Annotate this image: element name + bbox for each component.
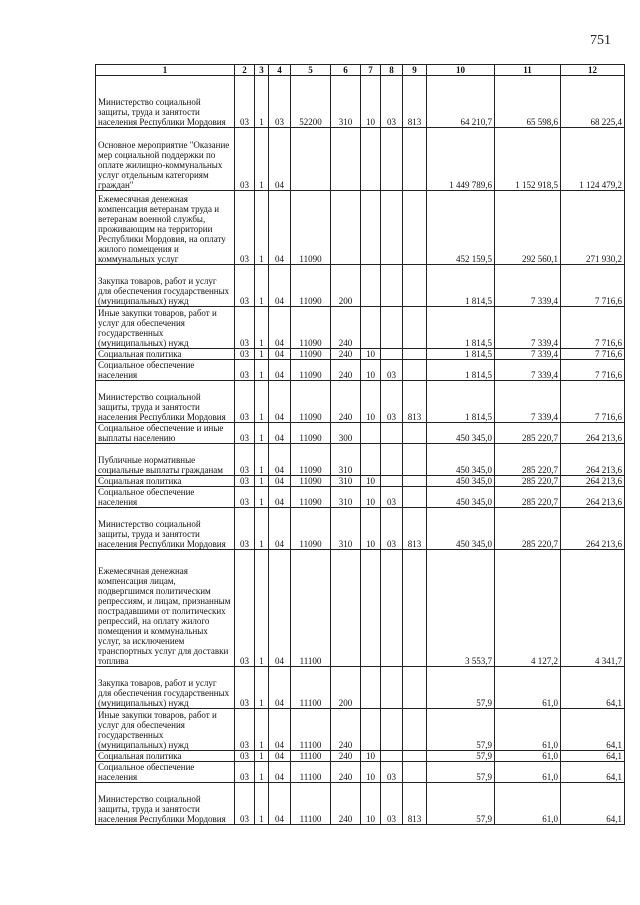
table-row <box>96 128 625 191</box>
code-cell-6: 240 <box>331 709 361 751</box>
col-header-8: 8 <box>381 65 403 76</box>
code-cell-5: 11090 <box>291 423 331 444</box>
table-row <box>96 444 625 476</box>
code-cell-4: 04 <box>269 423 291 444</box>
amount-cell-11: 61,0 <box>495 751 561 762</box>
code-cell-3: 1 <box>255 76 269 128</box>
amount-cell-11: 292 560,1 <box>495 191 561 265</box>
code-cell-2: 03 <box>235 783 255 825</box>
amount-cell-11: 61,0 <box>495 709 561 751</box>
amount-cell-11: 7 339,4 <box>495 307 561 349</box>
code-cell-3: 1 <box>255 265 269 307</box>
code-cell-7 <box>361 128 381 191</box>
code-cell-5: 11100 <box>291 762 331 783</box>
amount-cell-12: 264 213,6 <box>561 444 625 476</box>
amount-cell-10: 1 814,5 <box>427 381 495 423</box>
table-row <box>96 381 625 423</box>
amount-cell-11: 285 220,7 <box>495 444 561 476</box>
code-cell-3: 1 <box>255 550 269 667</box>
amount-cell-10: 1 814,5 <box>427 360 495 381</box>
code-cell-3: 1 <box>255 762 269 783</box>
row-name-cell: Социальное обеспечение населения <box>96 360 235 381</box>
code-cell-5: 11090 <box>291 487 331 508</box>
amount-cell-11: 285 220,7 <box>495 476 561 487</box>
code-cell-4: 04 <box>269 307 291 349</box>
amount-cell-12: 4 341,7 <box>561 550 625 667</box>
code-cell-5: 11090 <box>291 444 331 476</box>
code-cell-3: 1 <box>255 423 269 444</box>
amount-cell-10: 1 814,5 <box>427 349 495 360</box>
amount-cell-11: 1 152 918,5 <box>495 128 561 191</box>
col-header-5: 5 <box>291 65 331 76</box>
code-cell-3: 1 <box>255 444 269 476</box>
code-cell-9 <box>403 476 427 487</box>
table-row <box>96 349 625 360</box>
amount-cell-12: 7 716,6 <box>561 381 625 423</box>
row-name-cell: Социальная политика <box>96 751 235 762</box>
col-header-3: 3 <box>255 65 269 76</box>
row-name-cell: Социальная политика <box>96 349 235 360</box>
code-cell-3: 1 <box>255 307 269 349</box>
amount-cell-10: 57,9 <box>427 762 495 783</box>
amount-cell-10: 450 345,0 <box>427 476 495 487</box>
code-cell-6: 240 <box>331 751 361 762</box>
code-cell-3: 1 <box>255 783 269 825</box>
col-header-4: 4 <box>269 65 291 76</box>
col-header-11: 11 <box>495 65 561 76</box>
code-cell-7 <box>361 307 381 349</box>
row-name-cell: Социальная политика <box>96 476 235 487</box>
col-header-2: 2 <box>235 65 255 76</box>
code-cell-6: 310 <box>331 76 361 128</box>
code-cell-3: 1 <box>255 751 269 762</box>
amount-cell-10: 3 553,7 <box>427 550 495 667</box>
col-header-10: 10 <box>427 65 495 76</box>
code-cell-6: 200 <box>331 265 361 307</box>
header-row <box>96 65 625 76</box>
code-cell-9: 813 <box>403 76 427 128</box>
amount-cell-12: 264 213,6 <box>561 487 625 508</box>
code-cell-5: 11090 <box>291 508 331 550</box>
amount-cell-12: 264 213,6 <box>561 476 625 487</box>
code-cell-4: 04 <box>269 191 291 265</box>
amount-cell-10: 1 449 789,6 <box>427 128 495 191</box>
code-cell-7 <box>361 265 381 307</box>
code-cell-2: 03 <box>235 265 255 307</box>
code-cell-4: 04 <box>269 751 291 762</box>
amount-cell-10: 450 345,0 <box>427 508 495 550</box>
code-cell-5: 11090 <box>291 476 331 487</box>
code-cell-6: 310 <box>331 487 361 508</box>
code-cell-5: 11090 <box>291 360 331 381</box>
code-cell-9 <box>403 128 427 191</box>
code-cell-5: 11090 <box>291 265 331 307</box>
amount-cell-12: 264 213,6 <box>561 508 625 550</box>
amount-cell-10: 450 345,0 <box>427 423 495 444</box>
code-cell-6: 300 <box>331 423 361 444</box>
col-header-1: 1 <box>96 65 235 76</box>
amount-cell-12: 271 930,2 <box>561 191 625 265</box>
code-cell-8 <box>381 423 403 444</box>
code-cell-3: 1 <box>255 667 269 709</box>
table-body <box>96 76 625 825</box>
code-cell-8: 03 <box>381 508 403 550</box>
code-cell-7: 10 <box>361 751 381 762</box>
code-cell-2: 03 <box>235 709 255 751</box>
row-name-cell: Основное мероприятие "Оказание мер социальной поддержки по оплате жилищно-коммунальных услуг отдельным категориям граждан" <box>96 128 235 191</box>
row-name-cell: Закупка товаров, работ и услуг для обеспечения государственных (муниципальных) нужд <box>96 265 235 307</box>
code-cell-9 <box>403 709 427 751</box>
code-cell-2: 03 <box>235 307 255 349</box>
code-cell-9 <box>403 550 427 667</box>
code-cell-2: 03 <box>235 76 255 128</box>
code-cell-9 <box>403 349 427 360</box>
code-cell-6: 240 <box>331 349 361 360</box>
row-name-cell: Ежемесячная денежная компенсация лицам, подвергшимся политическим репрессиям, и лицам, признанным пострадавшими от политических репрессий, на оплату жилого помещения и коммунальных услуг, за исключением транспортных услуг для доставки топлива <box>96 550 235 667</box>
code-cell-2: 03 <box>235 751 255 762</box>
amount-cell-12: 64,1 <box>561 783 625 825</box>
code-cell-7: 10 <box>361 360 381 381</box>
code-cell-8: 03 <box>381 487 403 508</box>
amount-cell-11: 285 220,7 <box>495 508 561 550</box>
code-cell-7 <box>361 709 381 751</box>
code-cell-5: 11100 <box>291 783 331 825</box>
code-cell-7: 10 <box>361 762 381 783</box>
code-cell-7: 10 <box>361 508 381 550</box>
code-cell-2: 03 <box>235 667 255 709</box>
amount-cell-11: 61,0 <box>495 667 561 709</box>
code-cell-2: 03 <box>235 360 255 381</box>
code-cell-3: 1 <box>255 476 269 487</box>
code-cell-2: 03 <box>235 381 255 423</box>
table-row <box>96 360 625 381</box>
code-cell-9: 813 <box>403 381 427 423</box>
amount-cell-10: 452 159,5 <box>427 191 495 265</box>
code-cell-8 <box>381 667 403 709</box>
amount-cell-10: 450 345,0 <box>427 444 495 476</box>
code-cell-9: 813 <box>403 508 427 550</box>
amount-cell-11: 285 220,7 <box>495 423 561 444</box>
code-cell-4: 03 <box>269 76 291 128</box>
row-name-cell: Социальное обеспечение населения <box>96 762 235 783</box>
row-name-cell: Закупка товаров, работ и услуг для обеспечения государственных (муниципальных) нужд <box>96 667 235 709</box>
code-cell-9 <box>403 762 427 783</box>
code-cell-6: 240 <box>331 307 361 349</box>
code-cell-5: 11090 <box>291 191 331 265</box>
code-cell-2: 03 <box>235 423 255 444</box>
code-cell-4: 04 <box>269 349 291 360</box>
table-row <box>96 550 625 667</box>
code-cell-5 <box>291 128 331 191</box>
code-cell-5: 11090 <box>291 307 331 349</box>
row-name-cell: Социальное обеспечение населения <box>96 487 235 508</box>
amount-cell-12: 7 716,6 <box>561 265 625 307</box>
code-cell-8 <box>381 191 403 265</box>
col-header-12: 12 <box>561 65 625 76</box>
row-name-cell: Социальное обеспечение и иные выплаты населению <box>96 423 235 444</box>
code-cell-9 <box>403 751 427 762</box>
col-header-7: 7 <box>361 65 381 76</box>
code-cell-3: 1 <box>255 191 269 265</box>
code-cell-7: 10 <box>361 381 381 423</box>
code-cell-3: 1 <box>255 360 269 381</box>
code-cell-4: 04 <box>269 667 291 709</box>
code-cell-8 <box>381 349 403 360</box>
code-cell-9 <box>403 191 427 265</box>
code-cell-6: 240 <box>331 762 361 783</box>
code-cell-3: 1 <box>255 128 269 191</box>
table-row <box>96 76 625 128</box>
code-cell-8 <box>381 751 403 762</box>
amount-cell-11: 285 220,7 <box>495 487 561 508</box>
amount-cell-12: 64,1 <box>561 709 625 751</box>
code-cell-8 <box>381 550 403 667</box>
amount-cell-11: 7 339,4 <box>495 349 561 360</box>
amount-cell-10: 57,9 <box>427 783 495 825</box>
code-cell-6 <box>331 128 361 191</box>
code-cell-9 <box>403 487 427 508</box>
code-cell-4: 04 <box>269 762 291 783</box>
table-row <box>96 307 625 349</box>
amount-cell-12: 64,1 <box>561 667 625 709</box>
code-cell-6: 310 <box>331 444 361 476</box>
code-cell-9 <box>403 423 427 444</box>
amount-cell-10: 57,9 <box>427 751 495 762</box>
code-cell-4: 04 <box>269 265 291 307</box>
code-cell-9 <box>403 360 427 381</box>
code-cell-9 <box>403 444 427 476</box>
row-name-cell: Ежемесячная денежная компенсация ветеранам труда и ветеранам военной службы, проживающим на территории Республики Мордовия, на оплату жилого помещения и коммунальных услуг <box>96 191 235 265</box>
code-cell-8: 03 <box>381 381 403 423</box>
row-name-cell: Публичные нормативные социальные выплаты гражданам <box>96 444 235 476</box>
amount-cell-11: 7 339,4 <box>495 381 561 423</box>
row-name-cell: Министерство социальной защиты, труда и занятости населения Республики Мордовия <box>96 508 235 550</box>
code-cell-2: 03 <box>235 349 255 360</box>
code-cell-4: 04 <box>269 444 291 476</box>
code-cell-8: 03 <box>381 762 403 783</box>
code-cell-7 <box>361 191 381 265</box>
code-cell-8 <box>381 307 403 349</box>
amount-cell-12: 264 213,6 <box>561 423 625 444</box>
table-row <box>96 191 625 265</box>
row-name-cell: Иные закупки товаров, работ и услуг для обеспечения государственных (муниципальных) нужд <box>96 709 235 751</box>
code-cell-3: 1 <box>255 487 269 508</box>
code-cell-5: 11090 <box>291 349 331 360</box>
code-cell-4: 04 <box>269 128 291 191</box>
row-name-cell: Министерство социальной защиты, труда и занятости населения Республики Мордовия <box>96 783 235 825</box>
code-cell-3: 1 <box>255 709 269 751</box>
amount-cell-12: 1 124 479,2 <box>561 128 625 191</box>
row-name-cell: Иные закупки товаров, работ и услуг для обеспечения государственных (муниципальных) нужд <box>96 307 235 349</box>
code-cell-3: 1 <box>255 381 269 423</box>
amount-cell-12: 68 225,4 <box>561 76 625 128</box>
amount-cell-11: 65 598,6 <box>495 76 561 128</box>
code-cell-2: 03 <box>235 762 255 783</box>
code-cell-2: 03 <box>235 487 255 508</box>
amount-cell-12: 7 716,6 <box>561 307 625 349</box>
amount-cell-10: 57,9 <box>427 709 495 751</box>
page-number: 751 <box>590 33 611 48</box>
code-cell-5: 11100 <box>291 667 331 709</box>
table-row <box>96 265 625 307</box>
col-header-6: 6 <box>331 65 361 76</box>
code-cell-5: 11100 <box>291 709 331 751</box>
code-cell-8: 03 <box>381 783 403 825</box>
code-cell-8 <box>381 709 403 751</box>
amount-cell-12: 7 716,6 <box>561 360 625 381</box>
code-cell-2: 03 <box>235 476 255 487</box>
code-cell-6: 310 <box>331 476 361 487</box>
code-cell-8 <box>381 265 403 307</box>
code-cell-4: 04 <box>269 783 291 825</box>
code-cell-4: 04 <box>269 360 291 381</box>
amount-cell-11: 61,0 <box>495 783 561 825</box>
amount-cell-10: 1 814,5 <box>427 265 495 307</box>
amount-cell-10: 64 210,7 <box>427 76 495 128</box>
code-cell-2: 03 <box>235 508 255 550</box>
code-cell-7 <box>361 444 381 476</box>
code-cell-7: 10 <box>361 487 381 508</box>
code-cell-8 <box>381 444 403 476</box>
amount-cell-11: 7 339,4 <box>495 265 561 307</box>
row-name-cell: Министерство социальной защиты, труда и занятости населения Республики Мордовия <box>96 381 235 423</box>
code-cell-4: 04 <box>269 476 291 487</box>
code-cell-8 <box>381 476 403 487</box>
amount-cell-11: 7 339,4 <box>495 360 561 381</box>
code-cell-7: 10 <box>361 476 381 487</box>
code-cell-2: 03 <box>235 128 255 191</box>
table-row <box>96 476 625 487</box>
code-cell-6: 240 <box>331 783 361 825</box>
budget-table <box>95 64 625 825</box>
code-cell-9 <box>403 307 427 349</box>
code-cell-6: 240 <box>331 381 361 423</box>
row-name-cell: Министерство социальной защиты, труда и занятости населения Республики Мордовия <box>96 76 235 128</box>
code-cell-7 <box>361 550 381 667</box>
code-cell-7: 10 <box>361 349 381 360</box>
code-cell-2: 03 <box>235 444 255 476</box>
code-cell-7 <box>361 667 381 709</box>
table-row <box>96 667 625 709</box>
code-cell-3: 1 <box>255 349 269 360</box>
table-row <box>96 487 625 508</box>
table-row <box>96 709 625 751</box>
amount-cell-12: 64,1 <box>561 762 625 783</box>
code-cell-5: 52200 <box>291 76 331 128</box>
amount-cell-11: 61,0 <box>495 762 561 783</box>
code-cell-9 <box>403 265 427 307</box>
code-cell-4: 04 <box>269 381 291 423</box>
code-cell-6: 240 <box>331 360 361 381</box>
table-row <box>96 751 625 762</box>
code-cell-8: 03 <box>381 360 403 381</box>
code-cell-4: 04 <box>269 487 291 508</box>
code-cell-5: 11100 <box>291 751 331 762</box>
code-cell-6 <box>331 550 361 667</box>
code-cell-6: 310 <box>331 508 361 550</box>
table-row <box>96 508 625 550</box>
table-row <box>96 783 625 825</box>
code-cell-9: 813 <box>403 783 427 825</box>
amount-cell-10: 1 814,5 <box>427 307 495 349</box>
code-cell-4: 04 <box>269 709 291 751</box>
amount-cell-11: 4 127,2 <box>495 550 561 667</box>
code-cell-5: 11090 <box>291 381 331 423</box>
code-cell-7 <box>361 423 381 444</box>
code-cell-2: 03 <box>235 550 255 667</box>
code-cell-6 <box>331 191 361 265</box>
code-cell-8: 03 <box>381 76 403 128</box>
col-header-9: 9 <box>403 65 427 76</box>
code-cell-4: 04 <box>269 550 291 667</box>
code-cell-6: 200 <box>331 667 361 709</box>
amount-cell-10: 450 345,0 <box>427 487 495 508</box>
code-cell-9 <box>403 667 427 709</box>
code-cell-3: 1 <box>255 508 269 550</box>
code-cell-7: 10 <box>361 783 381 825</box>
code-cell-4: 04 <box>269 508 291 550</box>
amount-cell-12: 7 716,6 <box>561 349 625 360</box>
code-cell-2: 03 <box>235 191 255 265</box>
amount-cell-10: 57,9 <box>427 667 495 709</box>
table-row <box>96 762 625 783</box>
code-cell-7: 10 <box>361 76 381 128</box>
code-cell-8 <box>381 128 403 191</box>
code-cell-5: 11100 <box>291 550 331 667</box>
table-row <box>96 423 625 444</box>
amount-cell-12: 64,1 <box>561 751 625 762</box>
